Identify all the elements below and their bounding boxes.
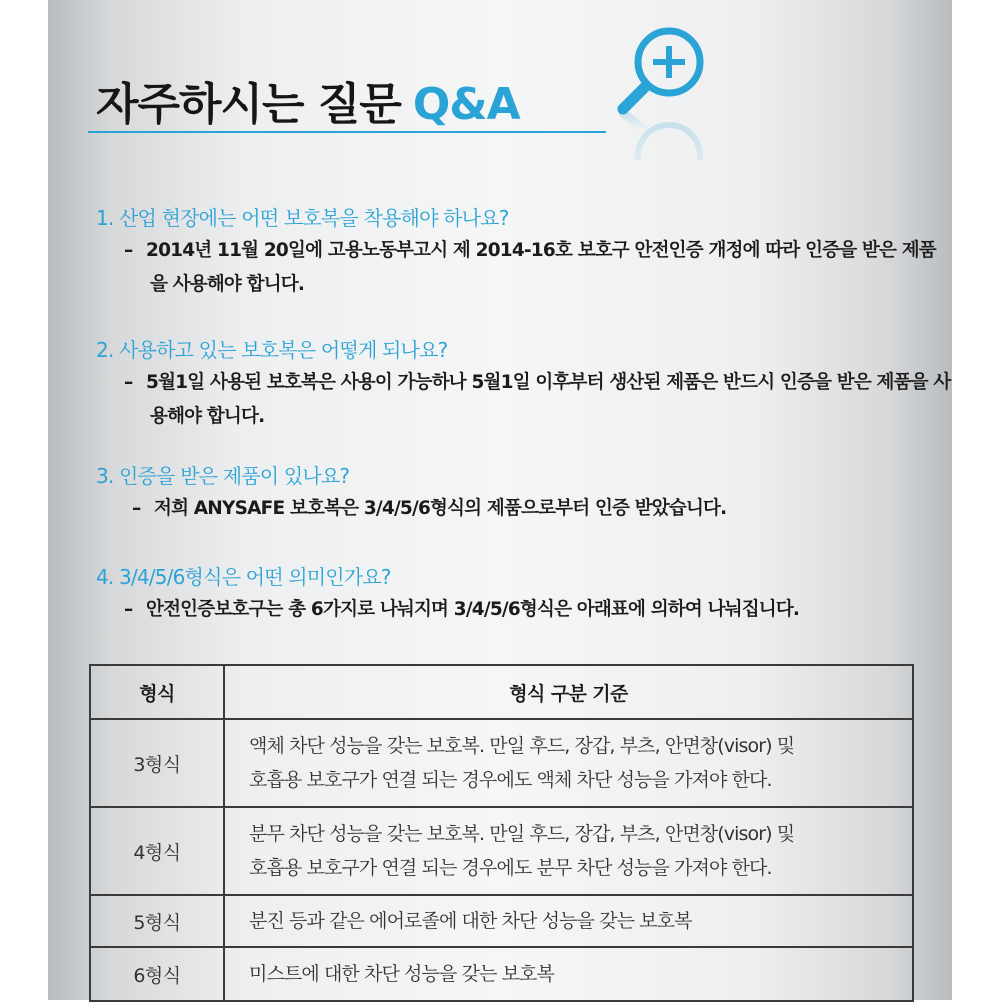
type-cell: 3형식 [90, 719, 224, 807]
question-text: 3. 인증을 받은 제품이 있나요? [96, 464, 350, 488]
type-classification-table [89, 664, 912, 1002]
faq-item-2 [96, 335, 952, 434]
table-row [90, 895, 913, 947]
criteria-cell: 미스트에 대한 차단 성능을 갖는 보호복 [224, 947, 913, 1001]
answer-body: 안전인증보호구는 총 6가지로 나눠지며 3/4/5/6형식은 아래표에 의하여 나눠집니다. [146, 599, 800, 620]
faq-item-4 [96, 562, 952, 627]
type-cell: 6형식 [90, 947, 224, 1001]
answer-text: – 안전인증보호구는 총 6가지로 나눠지며 3/4/5/6형식은 아래표에 의하여 나눠집니다. [124, 599, 800, 620]
criteria-cell: 분무 차단 성능을 갖는 보호복. 만일 후드, 장갑, 부츠, 안면창(visor) 및 호흡용 보호구가 연결 되는 경우에도 분무 차단 성능을 가져야 한다. [224, 807, 913, 895]
answer-body: 5월1일 사용된 보호복은 사용이 가능하나 5월1일 이후부터 생산된 제품은 반드시 인증을 받은 제품을 사용해야 합니다. [146, 372, 951, 427]
title-accent-text: Q&A [412, 79, 520, 130]
question-text: 4. 3/4/5/6형식은 어떤 의미인가요? [96, 565, 391, 589]
answer-body: 2014년 11월 20일에 고용노동부고시 제 2014-16호 보호구 안전인증 개정에 따라 인증을 받은 제품을 사용해야 합니다. [146, 240, 936, 295]
type-cell: 4형식 [90, 807, 224, 895]
faq-item-1 [96, 203, 952, 302]
table-row [90, 807, 913, 895]
page-title [96, 68, 520, 132]
faq-item-3 [96, 461, 952, 526]
question-text: 1. 산업 현장에는 어떤 보호복을 착용해야 하나요? [96, 206, 509, 230]
title-underline [88, 131, 606, 133]
criteria-cell: 액체 차단 성능을 갖는 보호복. 만일 후드, 장갑, 부츠, 안면창(visor) 및 호흡용 보호구가 연결 되는 경우에도 액체 차단 성능을 가져야 한다. [224, 719, 913, 807]
type-cell: 5형식 [90, 895, 224, 947]
table-header-row [90, 665, 913, 719]
column-header-criteria: 형식 구분 기준 [224, 665, 913, 719]
table-row [90, 719, 913, 807]
table-row [90, 947, 913, 1001]
criteria-cell: 분진 등과 같은 에어로졸에 대한 차단 성능을 갖는 보호복 [224, 895, 913, 947]
answer-text: – 저희 ANYSAFE 보호복은 3/4/5/6형식의 제품으로부터 인증 받았습니다. [132, 498, 727, 519]
title-main-text: 자주하시는 질문 [96, 79, 401, 130]
question-text: 2. 사용하고 있는 보호복은 어떻게 되나요? [96, 338, 448, 362]
answer-text: – 2014년 11월 20일에 고용노동부고시 제 2014-16호 보호구 안전인증 개정에 따라 인증을 받은 제품을 사용해야 합니다. [124, 240, 936, 295]
answer-text: – 5월1일 사용된 보호복은 사용이 가능하나 5월1일 이후부터 생산된 제품은 반드시 인증을 받은 제품을 사용해야 합니다. [124, 372, 951, 427]
column-header-type: 형식 [90, 665, 224, 719]
magnifier-plus-icon [583, 10, 723, 160]
answer-body: 저희 ANYSAFE 보호복은 3/4/5/6형식의 제품으로부터 인증 받았습니다. [154, 498, 727, 519]
